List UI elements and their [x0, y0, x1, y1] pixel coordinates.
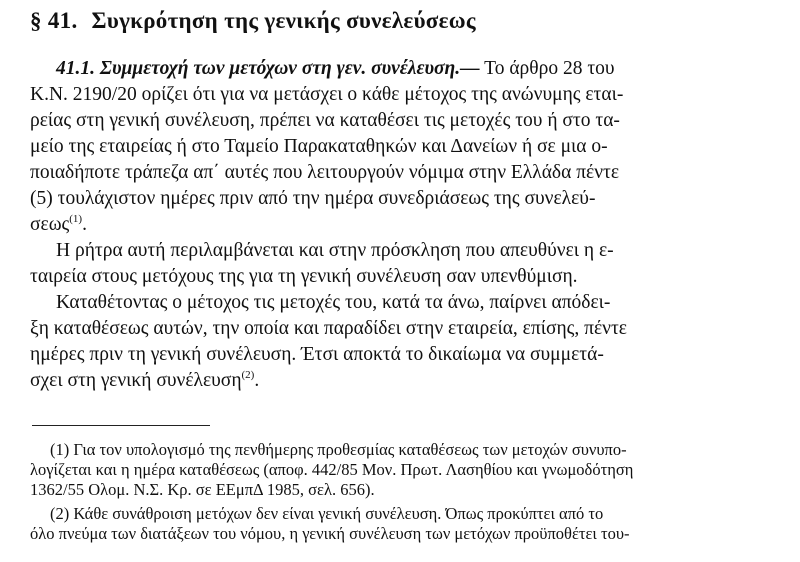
section-number: § 41. — [30, 8, 78, 33]
footnote — [30, 440, 780, 500]
paragraph — [30, 238, 780, 290]
text-line: Καταθέτοντας ο μέτοχος τις μετοχές του, κατά τα άνω, παίρνει απόδει- — [56, 292, 611, 313]
footnote-reference: (1) — [69, 213, 83, 225]
text-line-end: . — [254, 370, 260, 391]
text-line — [30, 368, 780, 394]
paragraph — [30, 56, 780, 238]
text-line: (5) τουλάχιστον ημέρες πριν από την ημέρα συνεδριάσεως της συνελεύ- — [30, 188, 596, 209]
text-line: μείο της εταιρείας ή στο Ταμείο Παρακαταθηκών και Δανείων ή σε μια ο- — [30, 136, 608, 157]
text-line-part: σχει στη γενική συνέλευση — [30, 370, 242, 391]
section-title: Συγκρότηση της γενικής συνελεύσεως — [91, 8, 476, 33]
footnote-reference: (2) — [241, 369, 255, 381]
paragraph-first-line — [30, 56, 780, 82]
footnote — [30, 504, 780, 544]
body-text — [30, 56, 780, 394]
text-line: Κ.Ν. 2190/20 ορίζει ότι για να μετάσχει ο κάθε μέτοχος της ανώνυμης εται- — [30, 84, 624, 105]
text-line — [30, 212, 780, 238]
text-line: ποιαδήποτε τράπεζα απ΄ αυτές που λειτουργούν νόμιμα στην Ελλάδα πέντε — [30, 162, 620, 183]
text-line: ημέρες πριν τη γενική συνέλευση. Έτσι αποκτά το δικαίωμα να συμμετά- — [30, 344, 604, 365]
subsection-title: 41.1. Συμμετοχή των μετόχων στη γεν. συνέλευση.— — [56, 58, 480, 79]
footnote-line: λογίζεται και η ημέρα καταθέσεως (αποφ. 442/85 Μον. Πρωτ. Λασηθίου και γνωμοδότηση — [30, 460, 634, 479]
footnote-line: (1) Για τον υπολογισμό της πενθήμερης προθεσμίας καταθέσεως των μετοχών συνυπο- — [50, 440, 627, 459]
section-heading — [30, 8, 780, 34]
paragraph — [30, 290, 780, 394]
text-line: ξη καταθέσεως αυτών, την οποία και παραδίδει στην εταιρεία, επίσης, πέντε — [30, 318, 627, 339]
footnote-line: όλο πνεύμα των διατάξεων του νόμου, η γενική συνέλευση των μετόχων προϋποθέτει του- — [30, 524, 630, 543]
text-line: ρείας στη γενική συνέλευση, πρέπει να καταθέσει τις μετοχές του ή στο τα- — [30, 110, 620, 131]
text-line-end: . — [82, 214, 87, 235]
text-line: Η ρήτρα αυτή περιλαμβάνεται και στην πρόσκληση που απευθύνει η ε- — [56, 240, 614, 261]
footnote-divider — [32, 425, 210, 426]
footnote-line: (2) Κάθε συνάθροιση μετόχων δεν είναι γενική συνέλευση. Όπως προκύπτει από το — [50, 504, 604, 523]
text-line: ταιρεία στους μετόχους της για τη γενική συνέλευση σαν υπενθύμιση. — [30, 266, 578, 287]
subsection-first-line-rest: Το άρθρο 28 του — [479, 58, 615, 79]
footnotes — [30, 440, 780, 544]
text-line-part: σεως — [30, 214, 70, 235]
footnote-line: 1362/55 Ολομ. Ν.Σ. Κρ. σε ΕΕμπΔ 1985, σελ. 656). — [30, 480, 375, 499]
